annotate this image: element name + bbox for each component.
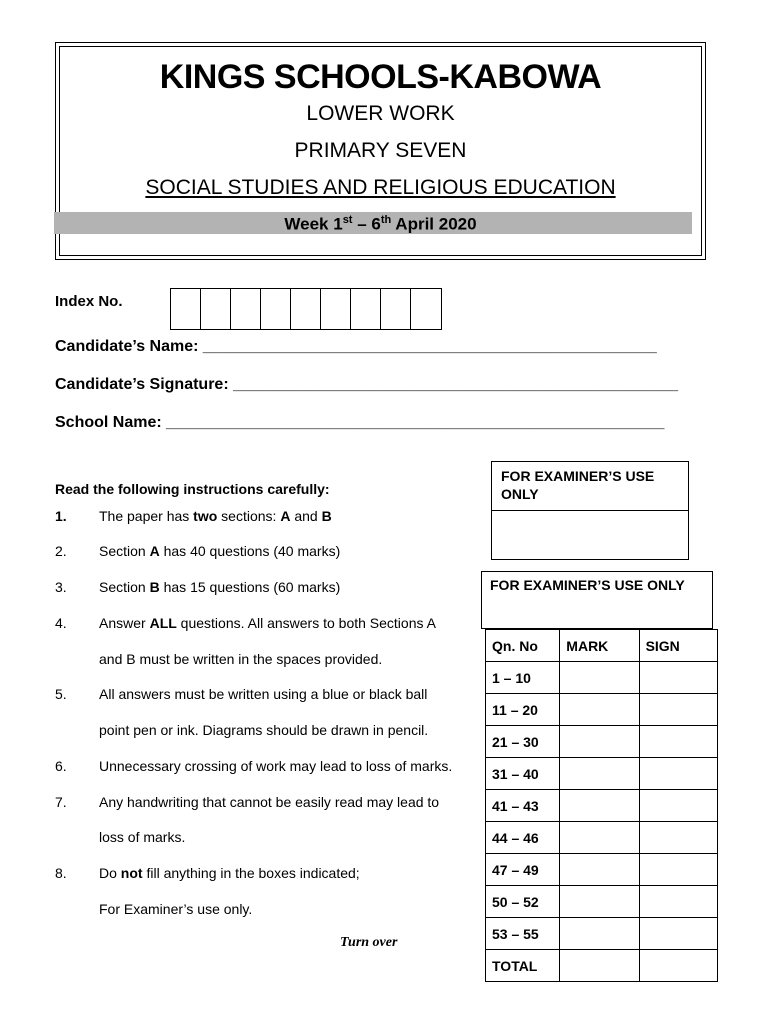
index-digit-box[interactable] (381, 289, 411, 329)
question-range-cell: 31 – 40 (486, 758, 560, 790)
sign-cell[interactable] (639, 726, 717, 758)
table-row (486, 790, 718, 822)
mark-cell[interactable] (560, 726, 639, 758)
examiner-box-divider (491, 510, 689, 511)
instruction-number: 7. (55, 794, 67, 810)
mark-cell[interactable] (560, 822, 639, 854)
instructions-heading: Read the following instructions carefully: (55, 481, 330, 497)
mark-cell[interactable] (560, 758, 639, 790)
school-name-field[interactable]: School Name: ________________________________________________________ (55, 414, 665, 431)
instruction-item: Answer ALL questions. All answers to both Sections A (99, 615, 436, 631)
instruction-continuation: loss of marks. (99, 829, 186, 845)
instruction-continuation: For Examiner’s use only. (99, 901, 253, 917)
mark-cell[interactable] (560, 886, 639, 918)
index-digit-box[interactable] (201, 289, 231, 329)
table-row (486, 950, 718, 982)
index-digit-box[interactable] (321, 289, 351, 329)
table-row (486, 918, 718, 950)
index-digit-box[interactable] (231, 289, 261, 329)
mark-cell[interactable] (560, 662, 639, 694)
instruction-item: The paper has two sections: A and B (99, 508, 332, 524)
week-dates: Week 1st – 6th April 2020 (284, 214, 477, 234)
instruction-number: 1. (55, 508, 67, 524)
column-header-mark: MARK (560, 630, 639, 662)
question-range-cell: 41 – 43 (486, 790, 560, 822)
column-header-qn: Qn. No (486, 630, 560, 662)
column-header-sign: SIGN (639, 630, 717, 662)
candidate-name-field[interactable]: Candidate’s Name: ___________________________________________________ (55, 338, 657, 355)
table-row (486, 726, 718, 758)
candidate-signature-field[interactable]: Candidate’s Signature: __________________________________________________ (55, 376, 679, 393)
mark-cell[interactable] (560, 854, 639, 886)
instruction-number: 6. (55, 758, 67, 774)
question-range-cell: TOTAL (486, 950, 560, 982)
instruction-item: Section B has 15 questions (60 marks) (99, 579, 341, 595)
index-digit-box[interactable] (261, 289, 291, 329)
sign-cell[interactable] (639, 886, 717, 918)
index-digit-box[interactable] (411, 289, 441, 329)
index-number-label: Index No. (55, 293, 123, 310)
instruction-number: 5. (55, 686, 67, 702)
examiner-table-title: FOR EXAMINER’S USE ONLY (490, 577, 685, 593)
marks-table-header-row (486, 630, 718, 662)
instruction-number: 3. (55, 579, 67, 595)
question-range-cell: 1 – 10 (486, 662, 560, 694)
index-number-boxes[interactable] (170, 288, 442, 330)
table-row (486, 662, 718, 694)
instruction-continuation: and B must be written in the spaces provided. (99, 651, 383, 667)
question-range-cell: 50 – 52 (486, 886, 560, 918)
instruction-item: All answers must be written using a blue or black ball (99, 686, 428, 702)
question-range-cell: 21 – 30 (486, 726, 560, 758)
index-digit-box[interactable] (351, 289, 381, 329)
table-row (486, 758, 718, 790)
table-row (486, 886, 718, 918)
instruction-number: 8. (55, 865, 67, 881)
question-range-cell: 44 – 46 (486, 822, 560, 854)
question-range-cell: 53 – 55 (486, 918, 560, 950)
instruction-number: 4. (55, 615, 67, 631)
school-name: KINGS SCHOOLS-KABOWA (159, 58, 602, 96)
mark-cell[interactable] (560, 918, 639, 950)
subject-title: SOCIAL STUDIES AND RELIGIOUS EDUCATION (145, 176, 616, 199)
sign-cell[interactable] (639, 694, 717, 726)
question-range-cell: 11 – 20 (486, 694, 560, 726)
instruction-item: Unnecessary crossing of work may lead to loss of marks. (99, 758, 453, 774)
sign-cell[interactable] (639, 918, 717, 950)
sign-cell[interactable] (639, 950, 717, 982)
sign-cell[interactable] (639, 854, 717, 886)
instruction-item: Section A has 40 questions (40 marks) (99, 543, 341, 559)
instruction-number: 2. (55, 543, 67, 559)
sign-cell[interactable] (639, 662, 717, 694)
examiner-box-title: FOR EXAMINER’S USE ONLY (501, 468, 655, 502)
index-digit-box[interactable] (171, 289, 201, 329)
mark-cell[interactable] (560, 790, 639, 822)
work-level: LOWER WORK (306, 102, 455, 125)
sign-cell[interactable] (639, 790, 717, 822)
sign-cell[interactable] (639, 758, 717, 790)
class-name: PRIMARY SEVEN (294, 139, 467, 162)
sign-cell[interactable] (639, 822, 717, 854)
table-row (486, 854, 718, 886)
index-digit-box[interactable] (291, 289, 321, 329)
mark-cell[interactable] (560, 694, 639, 726)
table-row (486, 822, 718, 854)
instruction-item: Do not fill anything in the boxes indicated; (99, 865, 360, 881)
instruction-continuation: point pen or ink. Diagrams should be drawn in pencil. (99, 722, 429, 738)
table-row (486, 694, 718, 726)
marks-table (485, 629, 718, 982)
turn-over-note: Turn over (340, 935, 398, 950)
question-range-cell: 47 – 49 (486, 854, 560, 886)
mark-cell[interactable] (560, 950, 639, 982)
instruction-item: Any handwriting that cannot be easily read may lead to (99, 794, 440, 810)
